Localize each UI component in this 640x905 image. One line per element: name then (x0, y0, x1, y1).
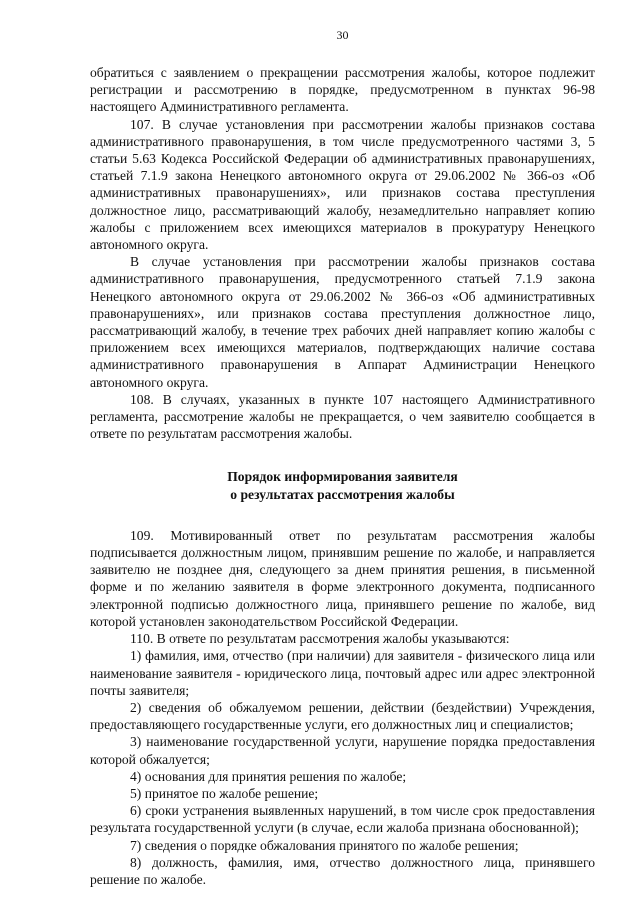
paragraph: 108. В случаях, указанных в пункте 107 настоящего Административного регламента, рассмотрение жалобы не прекращается, о чем заявителю сообщается в ответе по результатам рассмотрения жалобы. (90, 391, 595, 442)
list-item: 6) сроки устранения выявленных нарушений, в том числе срок предоставления результата государственной услуги (в случае, если жалоба признана обоснованной); (90, 803, 595, 836)
paragraph: 110. В ответе по результатам рассмотрения жалобы указываются: (130, 631, 510, 647)
paragraph: 109. Мотивированный ответ по результатам рассмотрения жалобы подписывается должностным лицом, принявшим решение по жалобе, и направляется заявителю не позднее дня, следующего за днем принятия решения, в письменной форме и по желанию заявителя в форме электронного документа, подписанного электронной подписью должностного лица, принявшего решение по жалобе, вид которой установлен законодательством Российской Федерации. (90, 527, 595, 629)
list-item: 4) основания для принятия решения по жалобе; (130, 768, 407, 784)
paragraph: В случае установления при рассмотрении жалобы признаков состава административного правонарушения, предусмотренного статьей 7.1.9 закона Ненецкого автономного округа от 29.06.2002 № 366-оз «Об административных правонарушениях», или признаков состава преступления должностное лицо, рассматривающий жалобу, в течение трех рабочих дней направляет копию жалобы с приложением всех имеющихся материалов, подтверждающих наличие состава административного правонарушения в Аппарат Администрации Ненецкого автономного округа. (90, 254, 595, 390)
section-heading-line: Порядок информирования заявителя (227, 469, 458, 485)
list-item: 7) сведения о порядке обжалования принятого по жалобе решения; (130, 837, 519, 853)
list-item: 5) принятое по жалобе решение; (130, 785, 319, 801)
body-text-top (90, 64, 595, 442)
paragraph: обратиться с заявлением о прекращении рассмотрения жалобы, которое подлежит регистрации и рассмотрению в порядке, предусмотренном в пунктах 96-98 настоящего Административного регламента. (90, 65, 595, 115)
list-item: 8) должность, фамилия, имя, отчество должностного лица, принявшего решение по жалобе. (90, 854, 595, 887)
body-text-bottom (90, 527, 595, 888)
section-heading-line: о результатах рассмотрения жалобы (230, 486, 455, 502)
page-number: 30 (336, 28, 349, 42)
list-item: 2) сведения об обжалуемом решении, действии (бездействии) Учреждения, предоставляющего государственные услуги, его должностных лиц и специалистов; (90, 699, 595, 733)
list-item: 3) наименование государственной услуги, нарушение порядка предоставления которой обжалуется; (90, 734, 595, 767)
section-heading (90, 468, 595, 502)
list-item: 1) фамилия, имя, отчество (при наличии) для заявителя - физического лица или наименование заявителя - юридического лица, почтовый адрес или адрес электронной почты заявителя; (90, 648, 595, 698)
paragraph: 107. В случае установления при рассмотрении жалобы признаков состава административного правонарушения, в том числе предусмотренного частями 3, 5 статьи 5.63 Кодекса Российской Федерации об административных правонарушениях, статьей 7.1.9 закона Ненецкого автономного округа от 29.06.2002 № 366-оз «Об административных правонарушениях», или признаков состава преступления должностное лицо, рассматривающий жалобу, незамедлительно направляет копию жалобы с приложением всех имеющихся материалов в прокуратуру Ненецкого автономного округа. (90, 116, 595, 253)
document-page (90, 28, 595, 888)
